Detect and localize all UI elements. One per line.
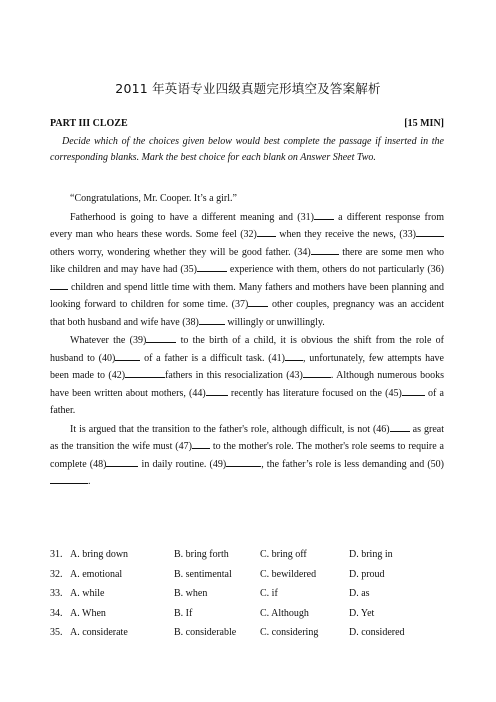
option-c: C. bring off [260, 549, 307, 560]
passage-text: in daily routine. (49) [138, 458, 227, 470]
section-header [50, 118, 444, 129]
blank-44 [206, 385, 228, 396]
passage-text: to the mother's role. The mother's role seems to require a complete (48) [50, 441, 445, 470]
blank-40 [115, 350, 140, 361]
passage-paragraph [50, 421, 444, 491]
passage-text: others worry, wondering whether they will be good father. (34) [50, 246, 311, 258]
passage-text: of a father. [50, 387, 444, 416]
blank-39 [146, 332, 176, 343]
blank-33 [416, 226, 444, 237]
option-d: D. bring in [349, 549, 393, 560]
option-b: B. considerable [174, 627, 237, 638]
option-a: A. bring down [70, 549, 129, 560]
option-row [50, 604, 444, 624]
passage-text: fathers in this resocialization (43) [165, 370, 303, 381]
passage-paragraph [50, 209, 444, 332]
passage-text: Whatever the (39) [70, 335, 147, 346]
passage-text: when they receive the news, (33) [275, 229, 416, 240]
question-number: 31. [50, 549, 63, 560]
option-d: D. proud [349, 568, 385, 580]
blank-43 [303, 367, 331, 378]
blank-35 [197, 261, 227, 272]
passage-text: . [88, 476, 91, 487]
option-c: C. Although [260, 607, 309, 619]
passage-text: there are some men who like children and may have had (35) [50, 246, 444, 275]
passage-text: other couples, pregnancy was an accident that both husband and wife have (38) [50, 299, 445, 328]
blank-37 [248, 296, 268, 307]
question-number: 34. [50, 607, 63, 619]
page-title: 2011 年英语专业四级真题完形填空及答案解析 [115, 81, 381, 96]
cloze-passage [50, 190, 444, 492]
option-b: B. sentimental [174, 568, 232, 580]
option-b: B. when [174, 588, 208, 599]
blank-36 [50, 279, 68, 290]
blank-50 [50, 473, 88, 484]
passage-paragraph [50, 332, 444, 420]
passage-text: . Although numerous books have been written about mothers, (44) [50, 370, 444, 399]
question-number: 35. [50, 627, 63, 638]
option-a: A. while [70, 588, 105, 599]
option-row [50, 565, 444, 585]
answer-options [50, 545, 444, 643]
passage-text: a different response from every man who hears these words. Some feel (32) [50, 211, 444, 240]
blank-42 [125, 367, 165, 378]
passage-text: to the birth of a child, it is obvious the shift from the role of husband to (40) [50, 335, 444, 364]
passage-text: , the father’s role is less demanding and (50) [261, 458, 444, 470]
passage-text: children and spend little time with them. Many fathers and mothers have been planning and looking forward to children for some time. (37) [50, 281, 444, 310]
blank-46 [390, 421, 410, 432]
option-c: C. bewildered [260, 568, 317, 580]
passage-text: as great as the transition the wife must (47) [50, 423, 444, 452]
blank-47 [192, 438, 210, 449]
blank-31 [314, 209, 334, 220]
passage-text: of a father is a difficult task. (41) [140, 352, 285, 364]
directions-text: Decide which of the choices given below would best complete the passage if inserted in the corresponding blanks. Mark the best choice for each blank on Answer Sheet Two. [50, 136, 444, 164]
passage-text: , unfortunately, few attempts have been made to (42) [50, 352, 444, 381]
section-name: PART III CLOZE [50, 118, 128, 129]
blank-48 [106, 456, 138, 467]
option-d: D. considered [349, 627, 405, 638]
passage-paragraph: “Congratulations, Mr. Cooper. It’s a girl.” [70, 193, 237, 204]
option-a: A. considerate [70, 627, 128, 638]
option-d: D. Yet [349, 607, 375, 619]
blank-41 [285, 350, 303, 361]
passage-text: recently has literature focused on the (45) [227, 387, 402, 399]
option-d: D. as [349, 588, 370, 599]
section-time: [15 MIN] [404, 118, 444, 129]
option-row [50, 545, 444, 565]
blank-38 [199, 314, 225, 325]
option-b: B. bring forth [174, 549, 229, 560]
question-number: 32. [50, 568, 63, 580]
passage-text: experience with them, others do not particularly (36) [227, 264, 445, 275]
question-number: 33. [50, 588, 63, 599]
blank-32 [257, 226, 276, 237]
passage-text: Fatherhood is going to have a different meaning and (31) [70, 211, 314, 223]
blank-45 [402, 385, 425, 396]
option-row [50, 584, 444, 604]
option-c: C. considering [260, 627, 319, 638]
passage-text: willingly or unwillingly. [224, 316, 325, 328]
option-row [50, 623, 444, 643]
option-a: A. When [70, 607, 106, 619]
blank-49 [226, 456, 261, 467]
passage-text: It is argued that the transition to the father's role, although difficult, is not (46) [70, 423, 390, 435]
blank-34 [311, 244, 339, 255]
option-c: C. if [260, 588, 278, 599]
option-b: B. If [174, 607, 193, 619]
option-a: A. emotional [70, 568, 123, 580]
